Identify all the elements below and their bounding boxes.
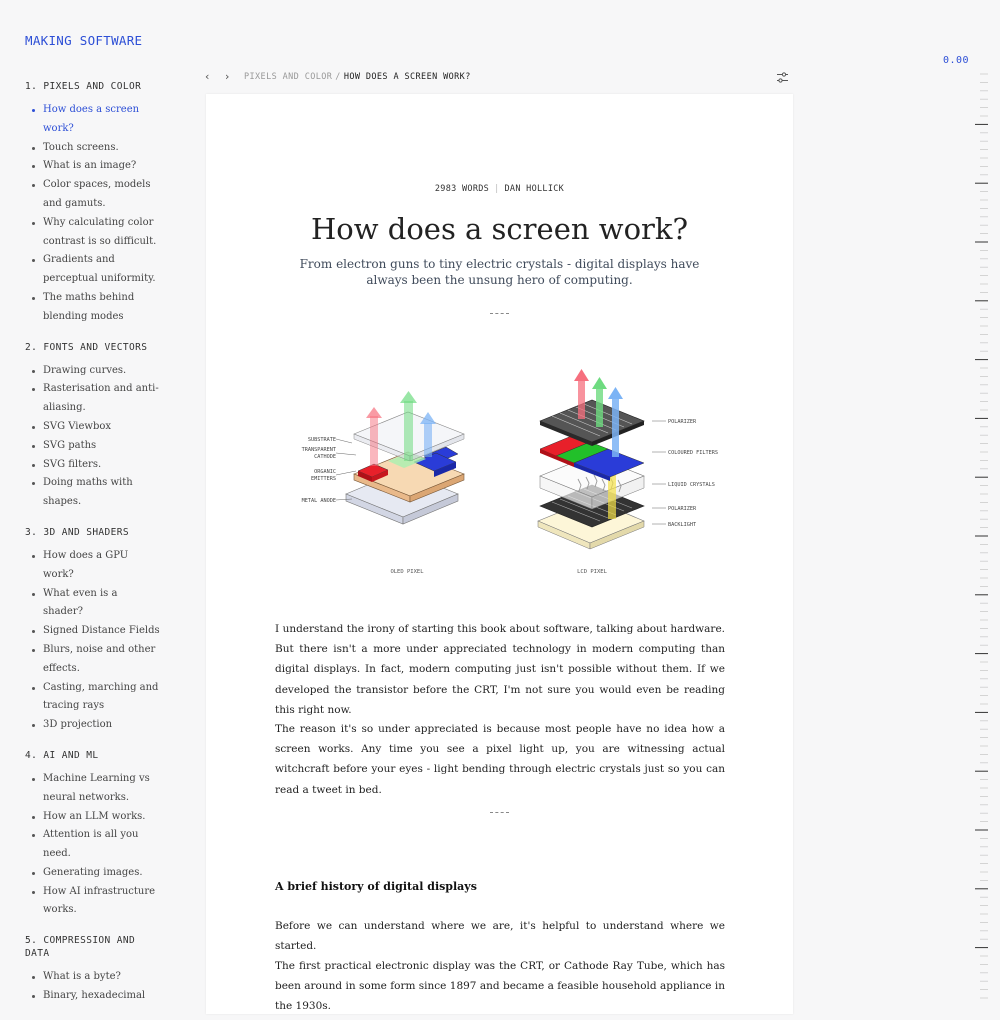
toc-item[interactable]: Drawing curves.: [25, 362, 160, 381]
author[interactable]: DAN HOLLICK: [504, 184, 565, 194]
toc-item[interactable]: Binary, hexadecimal: [25, 987, 160, 1006]
toc-item[interactable]: Rasterisation and anti-aliasing.: [25, 380, 160, 418]
toc-item[interactable]: Attention is all you need.: [25, 826, 160, 864]
breadcrumb-section[interactable]: PIXELS AND COLOR: [244, 72, 333, 82]
toc-item[interactable]: What even is a shader?: [25, 585, 160, 623]
site-title[interactable]: MAKING SOFTWARE: [25, 33, 143, 48]
breadcrumb-separator: /: [335, 72, 341, 82]
lcd-pixel-illustration: [538, 369, 718, 575]
toc-section-title[interactable]: 4. AI AND ML: [25, 749, 99, 761]
toc-item[interactable]: Generating images.: [25, 864, 160, 883]
toc-list: [25, 968, 160, 1006]
toc-item[interactable]: What is an image?: [25, 157, 160, 176]
toc-item[interactable]: SVG paths: [25, 437, 160, 456]
table-of-contents: [25, 80, 160, 1020]
settings-sliders-icon[interactable]: [776, 71, 789, 84]
oled-caption: OLED PIXEL: [390, 569, 424, 575]
toc-item[interactable]: Machine Learning vs neural networks.: [25, 770, 160, 808]
toc-item[interactable]: How does a screen work?: [25, 101, 160, 139]
toc-item[interactable]: SVG filters.: [25, 456, 160, 475]
lcd-label-polarizer-bottom: POLARIZER: [668, 506, 697, 512]
toc-item[interactable]: The maths behind blending modes: [25, 289, 160, 327]
toc-item[interactable]: What is a byte?: [25, 968, 160, 987]
toc-section: [25, 526, 160, 735]
paragraph-4: The first practical electronic display was the CRT, or Cathode Ray Tube, which has been around in some form since 1897 and became a feasible household appliance in the 1930s.: [275, 960, 725, 1013]
toc-item[interactable]: Signed Distance Fields: [25, 622, 160, 641]
toc-section: [25, 80, 160, 327]
toc-item[interactable]: Touch screens.: [25, 139, 160, 158]
toc-section: [25, 934, 160, 1006]
toc-section: [25, 749, 160, 920]
scroll-scrubber[interactable]: [972, 68, 1000, 1000]
article-subtitle: From electron guns to tiny electric crystals - digital displays have always been the unsung hero of computing.: [299, 257, 700, 287]
article-meta: [206, 184, 793, 194]
toc-item[interactable]: Doing maths with shapes.: [25, 474, 160, 512]
lcd-label-coloured-filters: COLOURED FILTERS: [668, 450, 718, 456]
oled-label-organic: ORGANIC: [314, 469, 336, 475]
top-bar: [205, 70, 793, 88]
paragraph-2: The reason it's so under appreciated is because most people have no idea how a screen works. Any time you see a pixel light up, you are witnessing actual witchcraft before your eyes - light bending through electric crystals just so you can read a tweet in bed.: [275, 723, 725, 796]
toc-item[interactable]: How does a GPU work?: [25, 547, 160, 585]
lcd-label-backlight: BACKLIGHT: [668, 522, 697, 528]
oled-pixel-illustration: [302, 391, 464, 575]
toc-section-title[interactable]: 2. FONTS AND VECTORS: [25, 341, 148, 353]
toc-item[interactable]: 3D projection: [25, 716, 160, 735]
forward-arrow-icon[interactable]: ›: [225, 70, 230, 83]
scroll-progress-value: 0.00: [943, 55, 970, 66]
lcd-label-polarizer-top: POLARIZER: [668, 419, 697, 425]
meta-separator: |: [494, 184, 500, 194]
toc-item[interactable]: Blurs, noise and other effects.: [25, 641, 160, 679]
section-heading: A brief history of digital displays: [275, 880, 477, 893]
oled-label-emitters: EMITTERS: [311, 476, 336, 482]
paragraph-3: Before we can understand where we are, it's helpful to understand where we started.: [275, 920, 725, 953]
lcd-caption: LCD PIXEL: [577, 569, 607, 575]
toc-item[interactable]: Color spaces, models and gamuts.: [25, 176, 160, 214]
toc-section: [25, 341, 160, 512]
back-arrow-icon[interactable]: ‹: [205, 70, 210, 83]
oled-label-transparent: TRANSPARENT: [301, 447, 336, 453]
toc-item[interactable]: Why calculating color contrast is so difficult.: [25, 214, 160, 252]
toc-item[interactable]: How AI infrastructure works.: [25, 883, 160, 921]
breadcrumb-current: HOW DOES A SCREEN WORK?: [343, 72, 471, 82]
pixel-diagram: [286, 359, 726, 589]
toc-item[interactable]: How an LLM works.: [25, 808, 160, 827]
toc-item[interactable]: Casting, marching and tracing rays: [25, 679, 160, 717]
toc-list: [25, 101, 160, 327]
toc-item[interactable]: SVG Viewbox: [25, 418, 160, 437]
toc-section-title[interactable]: 5. COMPRESSION AND DATA: [25, 935, 136, 960]
article-title: How does a screen work?: [310, 212, 689, 246]
toc-section-title[interactable]: 1. PIXELS AND COLOR: [25, 81, 142, 92]
section-divider-2: [490, 812, 509, 813]
oled-label-metal-anode: METAL ANODE: [301, 498, 336, 504]
paragraph-1: I understand the irony of starting this book about software, talking about hardware. But there isn't a more under appreciated technology in modern computing than digital displays. In fact, modern computing just isn't possible without them. If we developed the transistor before the CRT, I'm not sure you would even be reading this right now.: [275, 623, 725, 716]
toc-list: [25, 547, 160, 735]
oled-label-cathode: CATHODE: [314, 454, 336, 460]
article-page: [206, 94, 793, 1014]
breadcrumb: [244, 72, 471, 82]
section-divider: [490, 313, 509, 314]
word-count: 2983 WORDS: [434, 184, 490, 194]
oled-label-substrate: SUBSTRATE: [307, 437, 336, 443]
toc-list: [25, 362, 160, 512]
toc-section-title[interactable]: 3. 3D AND SHADERS: [25, 526, 130, 538]
toc-list: [25, 770, 160, 920]
toc-item[interactable]: Gradients and perceptual uniformity.: [25, 251, 160, 289]
lcd-label-liquid-crystals: LIQUID CRYSTALS: [668, 482, 715, 488]
